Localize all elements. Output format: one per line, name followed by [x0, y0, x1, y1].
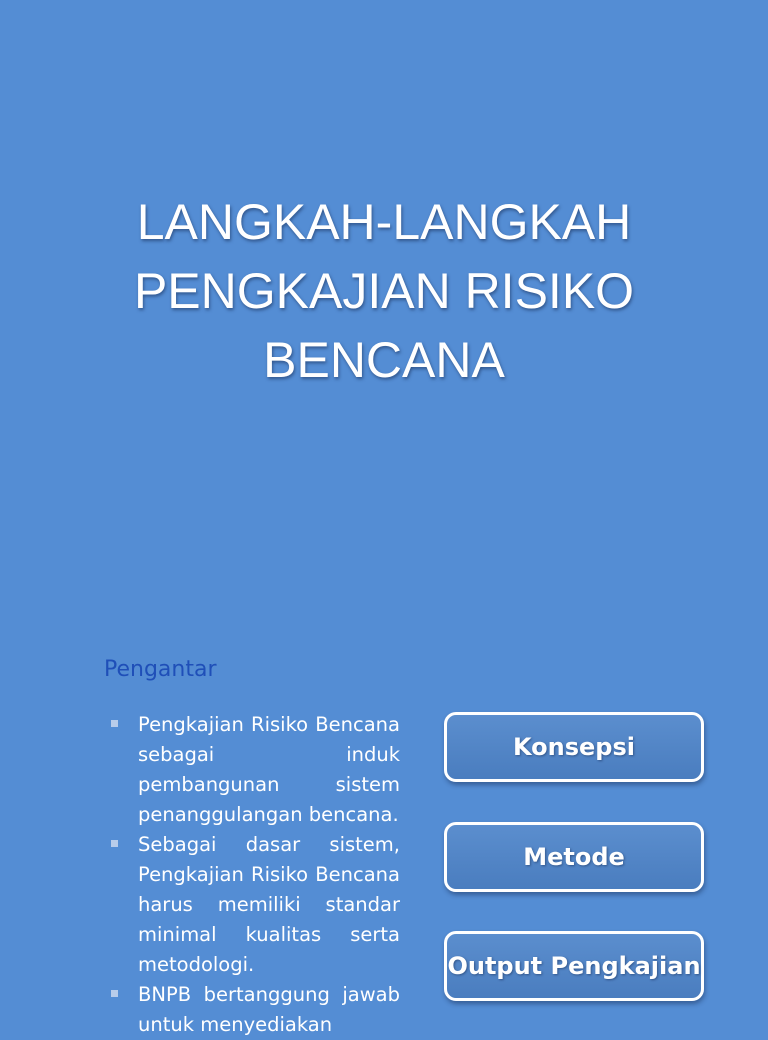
square-bullet-icon: [111, 990, 118, 997]
title-line-1: LANGKAH-LANGKAH: [136, 194, 632, 250]
list-item: [108, 980, 400, 1040]
bullet-text: Pengkajian Risiko Bencana sebagai induk pembangunan sistem penanggulangan bencana.: [138, 713, 400, 826]
title-line-2: PENGKAJIAN RISIKO: [133, 263, 635, 319]
slide-title: [0, 188, 768, 395]
list-item: [108, 830, 400, 980]
square-bullet-icon: [111, 840, 118, 847]
output-pengkajian-button[interactable]: Output Pengkajian: [444, 931, 704, 1001]
title-line-3: BENCANA: [263, 332, 505, 388]
bullet-text: BNPB bertanggung jawab untuk menyediakan: [138, 983, 400, 1036]
bullet-text: Sebagai dasar sistem, Pengkajian Risiko Bencana harus memiliki standar minimal kualitas serta metodologi.: [138, 833, 400, 976]
square-bullet-icon: [111, 720, 118, 727]
bullet-list: [108, 710, 400, 1040]
list-item: [108, 710, 400, 830]
konsepsi-button[interactable]: Konsepsi: [444, 712, 704, 782]
metode-button[interactable]: Metode: [444, 822, 704, 892]
section-heading: Pengantar: [104, 657, 217, 682]
